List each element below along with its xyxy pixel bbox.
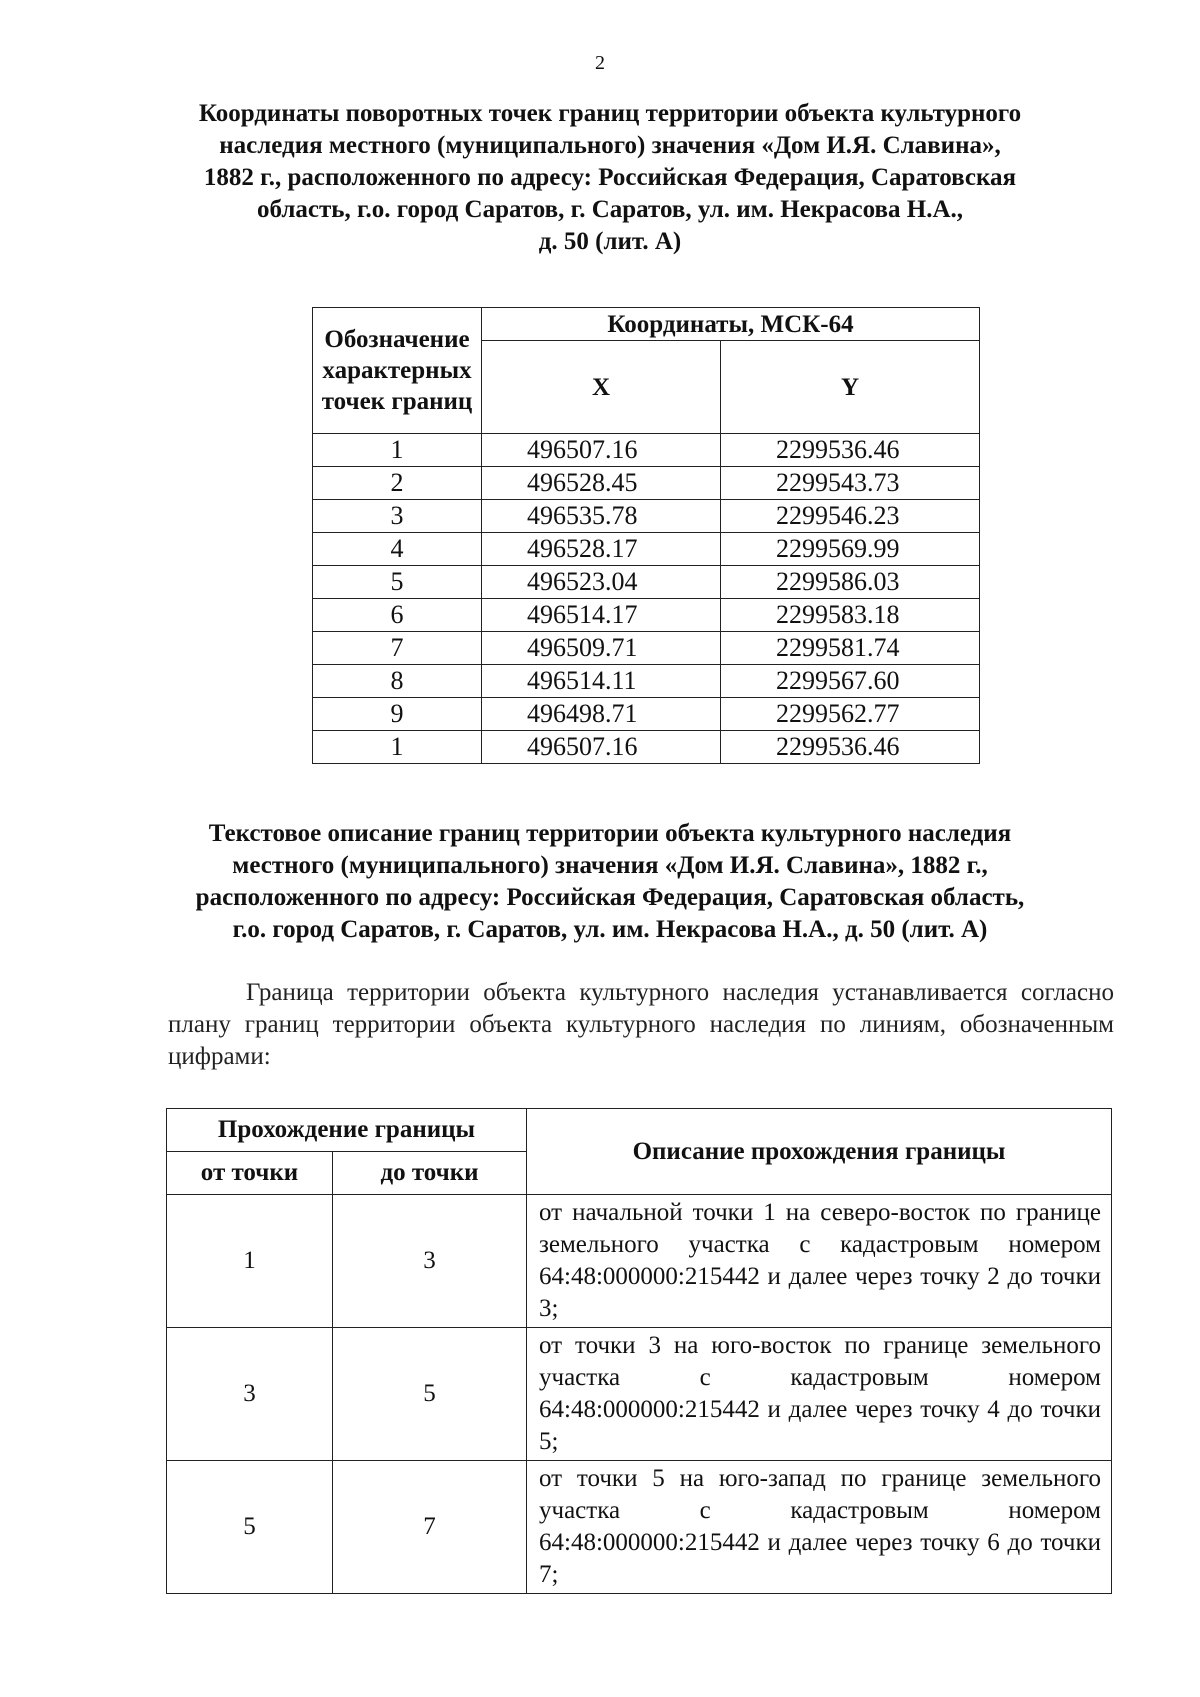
table-row — [313, 665, 980, 698]
y-cell: 2299567.60 — [721, 665, 980, 698]
point-cell: 9 — [313, 698, 482, 731]
y-cell: 2299569.99 — [721, 533, 980, 566]
description-cell: от точки 3 на юго-восток по границе земельного участка с кадастровым номером 64:48:000000:215442 и далее через точку 4 до точки 5; — [527, 1328, 1112, 1461]
coordinates-body — [313, 434, 980, 764]
point-cell: 6 — [313, 599, 482, 632]
point-cell: 8 — [313, 665, 482, 698]
table-row — [313, 632, 980, 665]
y-cell: 2299536.46 — [721, 434, 980, 467]
table-row — [313, 566, 980, 599]
to-cell: 7 — [333, 1461, 527, 1594]
header-description: Описание прохождения границы — [527, 1109, 1112, 1195]
x-cell: 496523.04 — [482, 566, 721, 599]
header-passage: Прохождение границы — [167, 1109, 527, 1152]
point-cell: 1 — [313, 731, 482, 764]
x-cell: 496498.71 — [482, 698, 721, 731]
description-cell: от точки 5 на юго-запад по границе земельного участка с кадастровым номером 64:48:000000:215442 и далее через точку 6 до точки 7; — [527, 1461, 1112, 1594]
point-cell: 2 — [313, 467, 482, 500]
boundary-passage-table — [166, 1108, 1112, 1594]
x-cell: 496535.78 — [482, 500, 721, 533]
table-row — [313, 599, 980, 632]
header-x: X — [482, 341, 721, 434]
from-cell: 3 — [167, 1328, 333, 1461]
x-cell: 496528.17 — [482, 533, 721, 566]
to-cell: 5 — [333, 1328, 527, 1461]
page-number: 2 — [595, 52, 605, 74]
point-cell: 7 — [313, 632, 482, 665]
point-cell: 5 — [313, 566, 482, 599]
y-cell: 2299562.77 — [721, 698, 980, 731]
table-row — [313, 698, 980, 731]
table-row — [313, 731, 980, 764]
x-cell: 496514.17 — [482, 599, 721, 632]
header-point: Обозначение характерных точек границ — [313, 308, 482, 434]
to-cell: 3 — [333, 1195, 527, 1328]
x-cell: 496514.11 — [482, 665, 721, 698]
table-row — [167, 1195, 1112, 1328]
y-cell: 2299546.23 — [721, 500, 980, 533]
table-row — [313, 434, 980, 467]
description-title: Текстовое описание границ территории объекта культурного наследия местного (муниципального) значения «Дом И.Я. Славина», 1882 г., расположенного по адресу: Российская Федерация, Саратовская область, г.о. город Саратов, г. Саратов, ул. им. Некрасова Н.А., д. 50 (лит. А) — [195, 820, 1025, 943]
x-cell: 496528.45 — [482, 467, 721, 500]
header-y: Y — [721, 341, 980, 434]
coordinates-title: Координаты поворотных точек границ территории объекта культурного наследия местного (муниципального) значения «Дом И.Я. Славина», 1882 г., расположенного по адресу: Российская Федерация, Саратовская область, г.о. город Саратов, г. Саратов, ул. им. Некрасова Н.А., д. 50 (лит. А) — [198, 100, 1022, 255]
header-from: от точки — [167, 1152, 333, 1195]
y-cell: 2299581.74 — [721, 632, 980, 665]
table-row — [313, 533, 980, 566]
x-cell: 496509.71 — [482, 632, 721, 665]
y-cell: 2299543.73 — [721, 467, 980, 500]
x-cell: 496507.16 — [482, 731, 721, 764]
y-cell: 2299583.18 — [721, 599, 980, 632]
point-cell: 3 — [313, 500, 482, 533]
point-cell: 1 — [313, 434, 482, 467]
table-row — [167, 1328, 1112, 1461]
from-cell: 5 — [167, 1461, 333, 1594]
y-cell: 2299536.46 — [721, 731, 980, 764]
header-to: до точки — [333, 1152, 527, 1195]
header-coords: Координаты, МСК-64 — [482, 308, 980, 341]
intro-paragraph: Граница территории объекта культурного наследия устанавливается согласно плану границ территории объекта культурного наследия по линиям, обозначенным цифрами: — [168, 979, 1114, 1070]
point-cell: 4 — [313, 533, 482, 566]
y-cell: 2299586.03 — [721, 566, 980, 599]
from-cell: 1 — [167, 1195, 333, 1328]
x-cell: 496507.16 — [482, 434, 721, 467]
passage-body — [167, 1195, 1112, 1594]
table-row — [313, 467, 980, 500]
description-cell: от начальной точки 1 на северо-восток по границе земельного участка с кадастровым номером 64:48:000000:215442 и далее через точку 2 до точки 3; — [527, 1195, 1112, 1328]
coordinates-table — [312, 307, 980, 764]
table-row — [313, 500, 980, 533]
table-row — [167, 1461, 1112, 1594]
